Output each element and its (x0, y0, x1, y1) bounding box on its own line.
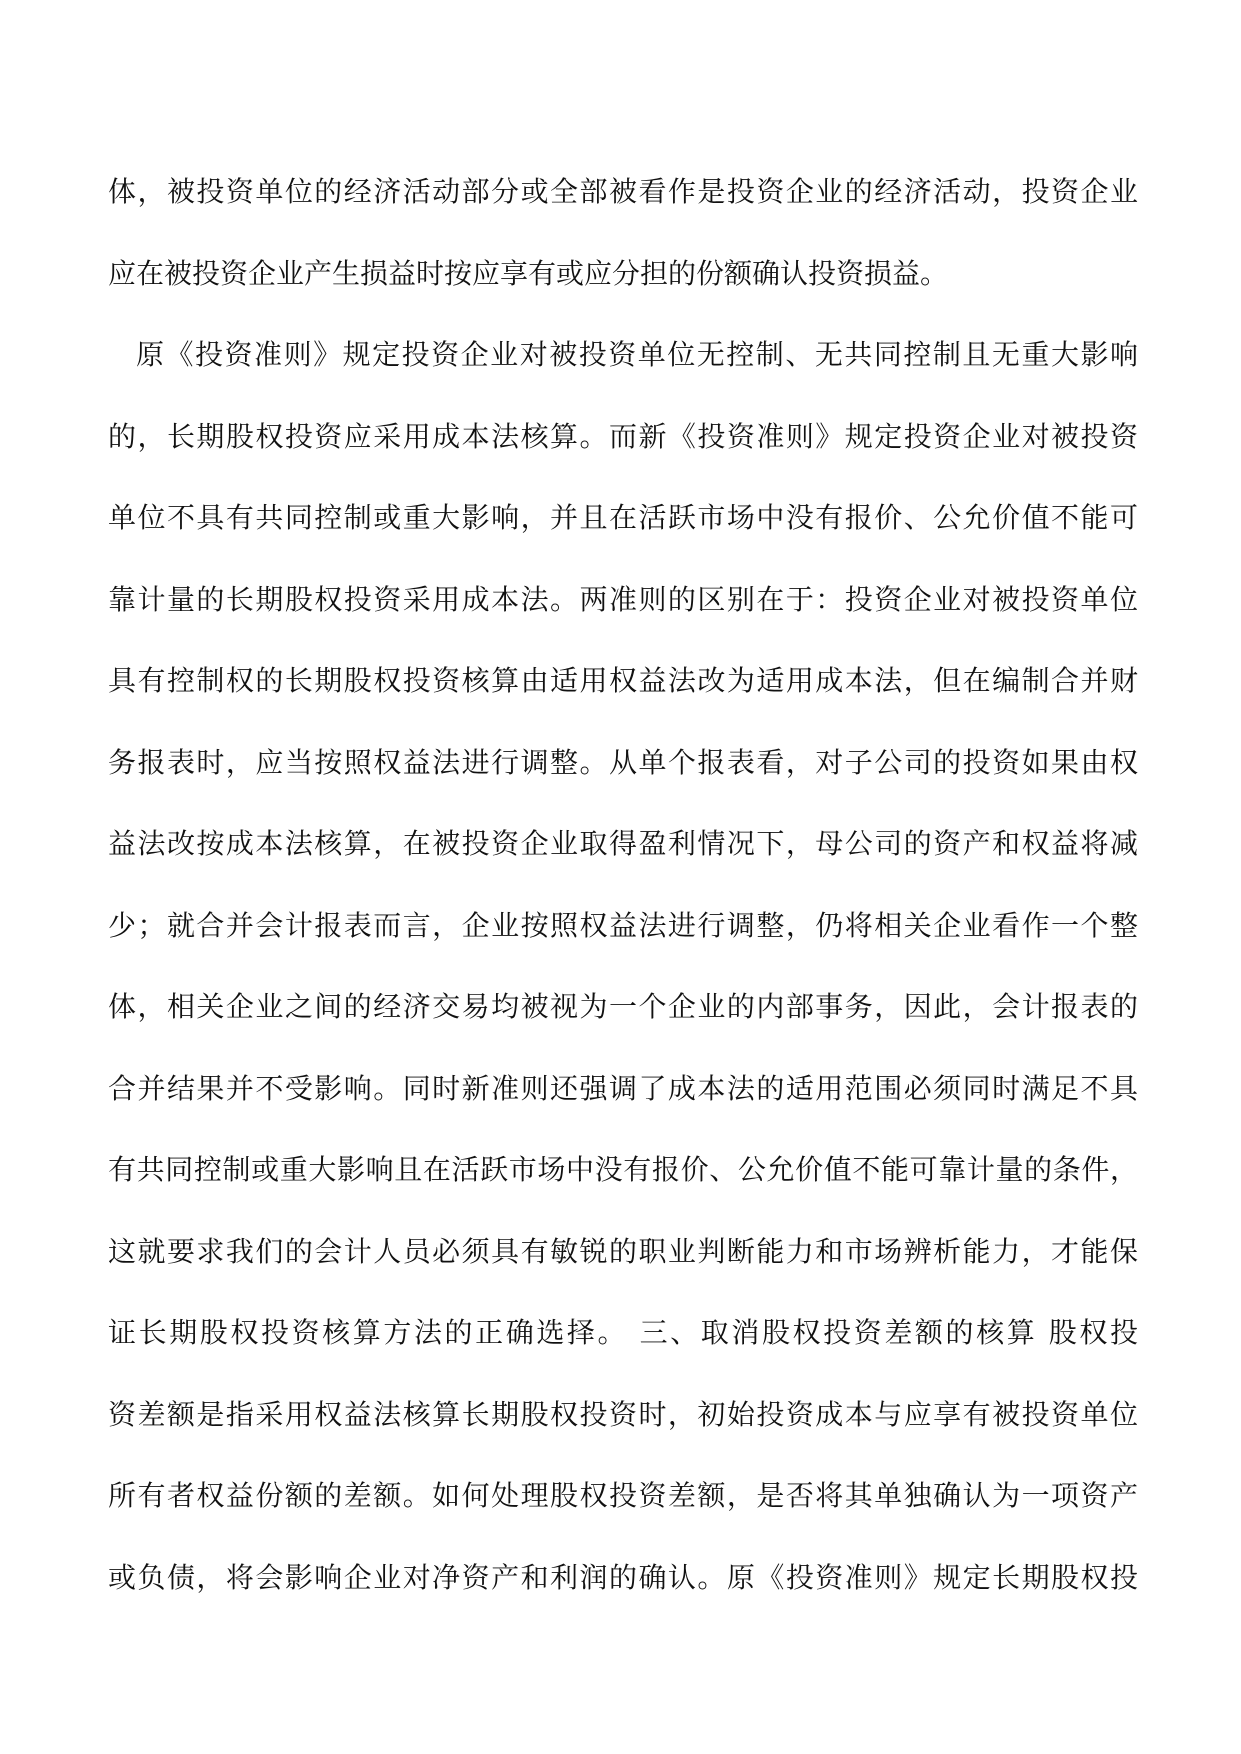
text-line-1: 体，被投资单位的经济活动部分或全部被看作是投资企业的经济活动，投资企业 (108, 175, 1138, 208)
text-line-14: 这就要求我们的会计人员必须具有敏锐的职业判断能力和市场辨析能力，才能保 (108, 1234, 1138, 1268)
text-line-2: 应在被投资企业产生损益时按应享有或应分担的份额确认投资损益。 (108, 256, 949, 290)
text-line-9: 益法改按成本法核算，在被投资企业取得盈利情况下，母公司的资产和权益将减 (108, 827, 1138, 860)
text-line-3: 原《投资准则》规定投资企业对被投资单位无控制、无共同控制且无重大影响 (136, 338, 1138, 371)
text-line-7: 具有控制权的长期股权投资核算由适用权益法改为适用成本法，但在编制合并财 (108, 664, 1138, 697)
text-line-4: 的，长期股权投资应采用成本法核算。而新《投资准则》规定投资企业对被投资 (108, 419, 1138, 453)
text-line-8: 务报表时，应当按照权益法进行调整。从单个报表看，对子公司的投资如果由权 (108, 745, 1138, 779)
text-line-17: 所有者权益份额的差额。如何处理股权投资差额，是否将其单独确认为一项资产 (108, 1479, 1138, 1512)
text-line-11: 体，相关企业之间的经济交易均被视为一个企业的内部事务，因此，会计报表的 (108, 990, 1138, 1023)
text-line-18: 或负债，将会影响企业对净资产和利润的确认。原《投资准则》规定长期股权投 (108, 1560, 1138, 1594)
text-line-15: 证长期股权投资核算方法的正确选择。 三、取消股权投资差额的核算 股权投 (108, 1316, 1138, 1349)
document-text-body (108, 164, 1138, 1631)
text-line-13: 有共同控制或重大影响且在活跃市场中没有报价、公允价值不能可靠计量的条件， (108, 1153, 1138, 1186)
text-line-12: 合并结果并不受影响。同时新准则还强调了成本法的适用范围必须同时满足不具 (108, 1071, 1138, 1105)
text-line-6: 靠计量的长期股权投资采用成本法。两准则的区别在于：投资企业对被投资单位 (108, 582, 1138, 616)
text-line-16: 资差额是指采用权益法核算长期股权投资时，初始投资成本与应享有被投资单位 (108, 1397, 1138, 1431)
text-line-5: 单位不具有共同控制或重大影响，并且在活跃市场中没有报价、公允价值不能可 (108, 501, 1138, 534)
text-line-10: 少；就合并会计报表而言，企业按照权益法进行调整，仍将相关企业看作一个整 (108, 908, 1138, 942)
